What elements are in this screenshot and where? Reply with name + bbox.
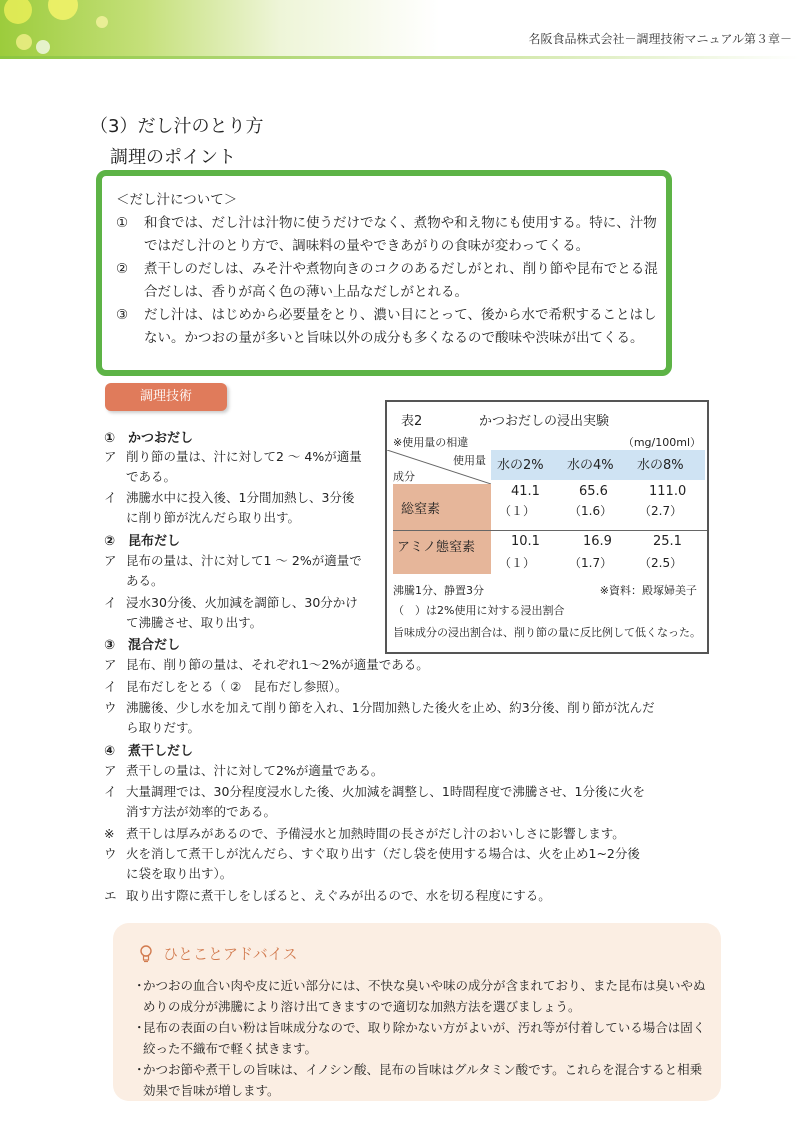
technique-line: 火を消して煮干しが沈んだら、すぐ取り出す（だし袋を使用する場合は、火を止め1~2分後 (126, 846, 640, 861)
column-header: 水の2% (497, 458, 544, 473)
lightbulb-icon (139, 945, 153, 967)
row-name: アミノ態窒素 (397, 540, 476, 555)
technique-line: 浸水30分後、火加減を調節し、30分かけ (126, 595, 358, 610)
row-value: 16.9 (583, 534, 612, 549)
table-source: ※資料：殿塚婦美子 (599, 584, 697, 597)
technique-mark: ウ (104, 846, 117, 861)
technique-mark: イ (104, 490, 117, 505)
table-footnote: 旨味成分の浸出割合は、削り節の量に反比例して低くなった。 (393, 626, 701, 639)
row-value: 65.6 (579, 484, 608, 499)
advice-text: かつお節や煮干しの旨味は、イノシン酸、昆布の旨味はグルタミン酸です。これらを混合すると相乗効果で旨味が増します。 (143, 1062, 703, 1098)
technique-heading: ① かつおだし (104, 431, 194, 446)
technique-line: 煮干しは厚みがあるので、予備浸水と加熱時間の長さがだし汁のおいしさに影響します。 (126, 826, 625, 841)
technique-mark: ア (104, 449, 117, 464)
dashi-notes-box (96, 170, 672, 376)
technique-mark: イ (104, 784, 117, 799)
corner-bottom-label: 成分 (393, 470, 415, 483)
technique-heading: ③ 混合だし (104, 638, 181, 653)
technique-line-cont: である。 (126, 469, 177, 484)
technique-line: 取り出す際に煮干しをしぼると、えぐみが出るので、水を切る程度にする。 (126, 888, 551, 903)
advice-text: かつおの血合い肉や皮に近い部分には、不快な臭いや味の成分が含まれており、また昆布は臭いやぬめりの成分が沸騰により溶け出てきますので適切な加熱方法を選びましょう。 (143, 978, 706, 1014)
technique-line-cont: ら取りだす。 (126, 720, 201, 735)
section-title: （3）だし汁のとり方 (90, 116, 264, 137)
row-name: 総窒素 (401, 502, 441, 517)
table-footnote: （ ）は2%使用に対する浸出割合 (393, 604, 565, 617)
table-unit: （mg/100ml） (622, 436, 701, 449)
corner-top-label: 使用量 (453, 454, 486, 467)
technique-mark: イ (104, 679, 117, 694)
note-number: ② (116, 261, 129, 277)
technique-line: 昆布の量は、汁に対して1 ～ 2%が適量で (126, 553, 362, 568)
note-text: 和食では、だし汁は汁物に使うだけでなく、煮物や和え物にも使用する。特に、汁物ではだし汁のとり方で、調味料の量やできあがりの食味が変わってくる。 (144, 215, 657, 254)
section-subtitle: 調理のポイント (110, 147, 236, 168)
advice-title: ひとことアドバイス (163, 945, 298, 963)
column-header: 水の8% (637, 458, 684, 473)
decor-bubble (36, 40, 50, 54)
row-ratio: （1.7） (569, 556, 613, 570)
row-divider (393, 530, 707, 531)
row-ratio: （2.7） (639, 504, 683, 518)
advice-text: 昆布の表面の白い粉は旨味成分なので、取り除かない方がよいが、汚れ等が付着している場合は固く絞った不織布で軽く拭きます。 (143, 1020, 706, 1056)
row-ratio: （2.5） (639, 556, 683, 570)
row-ratio: （１） (499, 504, 536, 518)
technique-line: 沸騰後、少し水を加えて削り節を入れ、1分間加熱した後火を止め、約3分後、削り節が沈んだ (126, 700, 655, 715)
technique-tag: 調理技術 (105, 383, 227, 411)
technique-mark: ア (104, 553, 117, 568)
row-ratio: （1.6） (569, 504, 613, 518)
technique-line: 昆布だしをとる（ ② 昆布だし参照）。 (126, 679, 348, 694)
row-value: 25.1 (653, 534, 682, 549)
technique-line: 大量調理では、30分程度浸水した後、火加減を調整し、1時間程度で沸騰させ、1分後に火を (126, 784, 645, 799)
table-note-left: ※使用量の相違 (393, 436, 469, 449)
technique-line: 煮干しの量は、汁に対して2%が適量である。 (126, 763, 384, 778)
row-value: 41.1 (511, 484, 540, 499)
header-title: 名阪食品株式会社－調理技術マニュアル第３章－ (528, 32, 792, 46)
technique-line-cont: 消す方法が効率的である。 (126, 804, 277, 819)
note-number: ③ (116, 307, 129, 323)
technique-mark: ※ (104, 826, 115, 841)
note-text: だし汁は、はじめから必要量をとり、濃い目にとって、後から水で希釈することはしない。かつおの量が多いと旨味以外の成分も多くなるので酸味や渋味が出てくる。 (144, 307, 657, 346)
note-text: 煮干しのだしは、みそ汁や煮物向きのコクのあるだしがとれ、削り節や昆布でとる混合だしは、香りが高く色の薄い上品なだしがとれる。 (144, 261, 658, 300)
technique-mark: イ (104, 595, 117, 610)
bullet: ・ (133, 978, 146, 993)
header-rule (0, 56, 800, 59)
bullet: ・ (133, 1062, 146, 1077)
decor-bubble (16, 34, 32, 50)
technique-line: 昆布、削り節の量は、それぞれ1～2%が適量である。 (126, 657, 429, 672)
table-title: かつおだしの浸出実験 (479, 414, 610, 429)
row-value: 111.0 (649, 484, 687, 499)
technique-line-cont: に削り節が沈んだら取り出す。 (126, 510, 301, 525)
technique-heading: ② 昆布だし (104, 534, 181, 549)
technique-line-cont: て沸騰させ、取り出す。 (126, 615, 263, 630)
table-label: 表2 (401, 414, 423, 429)
table-footnote: 沸騰1分、静置3分 (393, 584, 484, 597)
header-band (0, 0, 800, 56)
note-number: ① (116, 215, 129, 231)
technique-line: 沸騰水中に投入後、1分間加熱し、3分後 (126, 490, 355, 505)
advice-box (113, 923, 721, 1101)
technique-mark: エ (104, 888, 117, 903)
technique-mark: ア (104, 657, 117, 672)
technique-line-cont: に袋を取り出す）。 (126, 866, 233, 881)
decor-bubble (96, 16, 108, 28)
technique-line-cont: ある。 (126, 573, 164, 588)
technique-mark: ア (104, 763, 117, 778)
technique-mark: ウ (104, 700, 117, 715)
column-header: 水の4% (567, 458, 614, 473)
technique-heading: ④ 煮干しだし (104, 744, 194, 759)
row-value: 10.1 (511, 534, 540, 549)
row-ratio: （１） (499, 556, 536, 570)
notes-heading: ＜だし汁について＞ (116, 192, 238, 208)
extraction-table (385, 400, 709, 654)
technique-line: 削り節の量は、汁に対して2 ～ 4%が適量 (126, 449, 362, 464)
bullet: ・ (133, 1020, 146, 1035)
